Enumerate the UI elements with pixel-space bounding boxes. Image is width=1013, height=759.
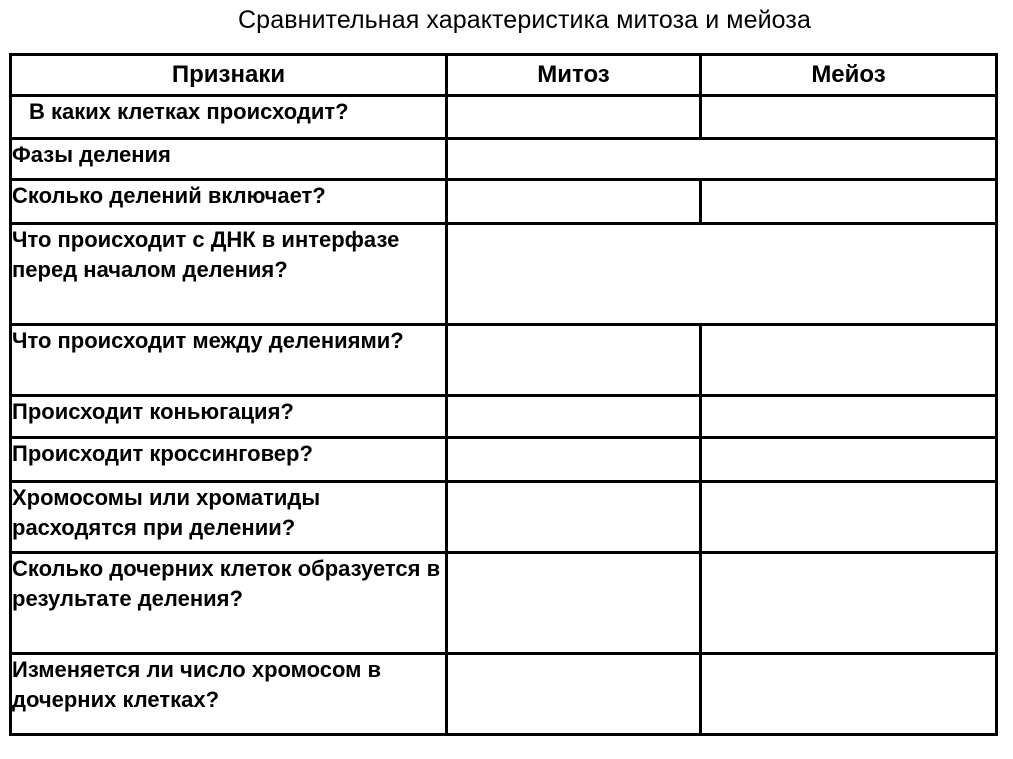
meiosis-cell[interactable]: [701, 553, 997, 654]
meiosis-cell[interactable]: [701, 325, 997, 396]
mitosis-cell[interactable]: [447, 96, 701, 139]
header-meiosis: Мейоз: [701, 55, 997, 96]
meiosis-cell[interactable]: [701, 96, 997, 139]
row-label: Сколько дочерних клеток образуется в результате деления?: [11, 553, 447, 654]
row-label: Что происходит с ДНК в интерфазе перед началом деления?: [11, 224, 447, 325]
row-label: Хромосомы или хроматиды расходятся при делении?: [11, 482, 447, 553]
merged-answer-cell[interactable]: [447, 139, 997, 180]
row-label: Фазы деления: [11, 139, 447, 180]
mitosis-cell[interactable]: [447, 654, 701, 735]
header-row: [11, 55, 997, 96]
row-label: Что происходит между делениями?: [11, 325, 447, 396]
comparison-table: [9, 53, 998, 736]
mitosis-cell[interactable]: [447, 482, 701, 553]
meiosis-cell[interactable]: [701, 180, 997, 224]
merged-answer-cell[interactable]: [447, 224, 997, 325]
table-row: [11, 325, 997, 396]
mitosis-cell[interactable]: [447, 396, 701, 438]
row-label: Изменяется ли число хромосом в дочерних клетках?: [11, 654, 447, 735]
row-label: Сколько делений включает?: [11, 180, 447, 224]
table-row: [11, 482, 997, 553]
mitosis-cell[interactable]: [447, 180, 701, 224]
table-row: [11, 96, 997, 139]
row-label: Происходит кроссинговер?: [11, 438, 447, 482]
meiosis-cell[interactable]: [701, 396, 997, 438]
table-row: [11, 553, 997, 654]
row-label: Происходит коньюгация?: [11, 396, 447, 438]
table-row: [11, 180, 997, 224]
header-mitosis: Митоз: [447, 55, 701, 96]
page-title: Сравнительная характеристика митоза и мейоза: [238, 6, 811, 34]
meiosis-cell[interactable]: [701, 482, 997, 553]
header-criteria: Признаки: [11, 55, 447, 96]
table-row: [11, 139, 997, 180]
mitosis-cell[interactable]: [447, 553, 701, 654]
row-label: В каких клетках происходит?: [11, 96, 447, 139]
mitosis-cell[interactable]: [447, 325, 701, 396]
table-row: [11, 396, 997, 438]
table-row: [11, 654, 997, 735]
mitosis-cell[interactable]: [447, 438, 701, 482]
meiosis-cell[interactable]: [701, 438, 997, 482]
table-row: [11, 438, 997, 482]
table-row: [11, 224, 997, 325]
meiosis-cell[interactable]: [701, 654, 997, 735]
